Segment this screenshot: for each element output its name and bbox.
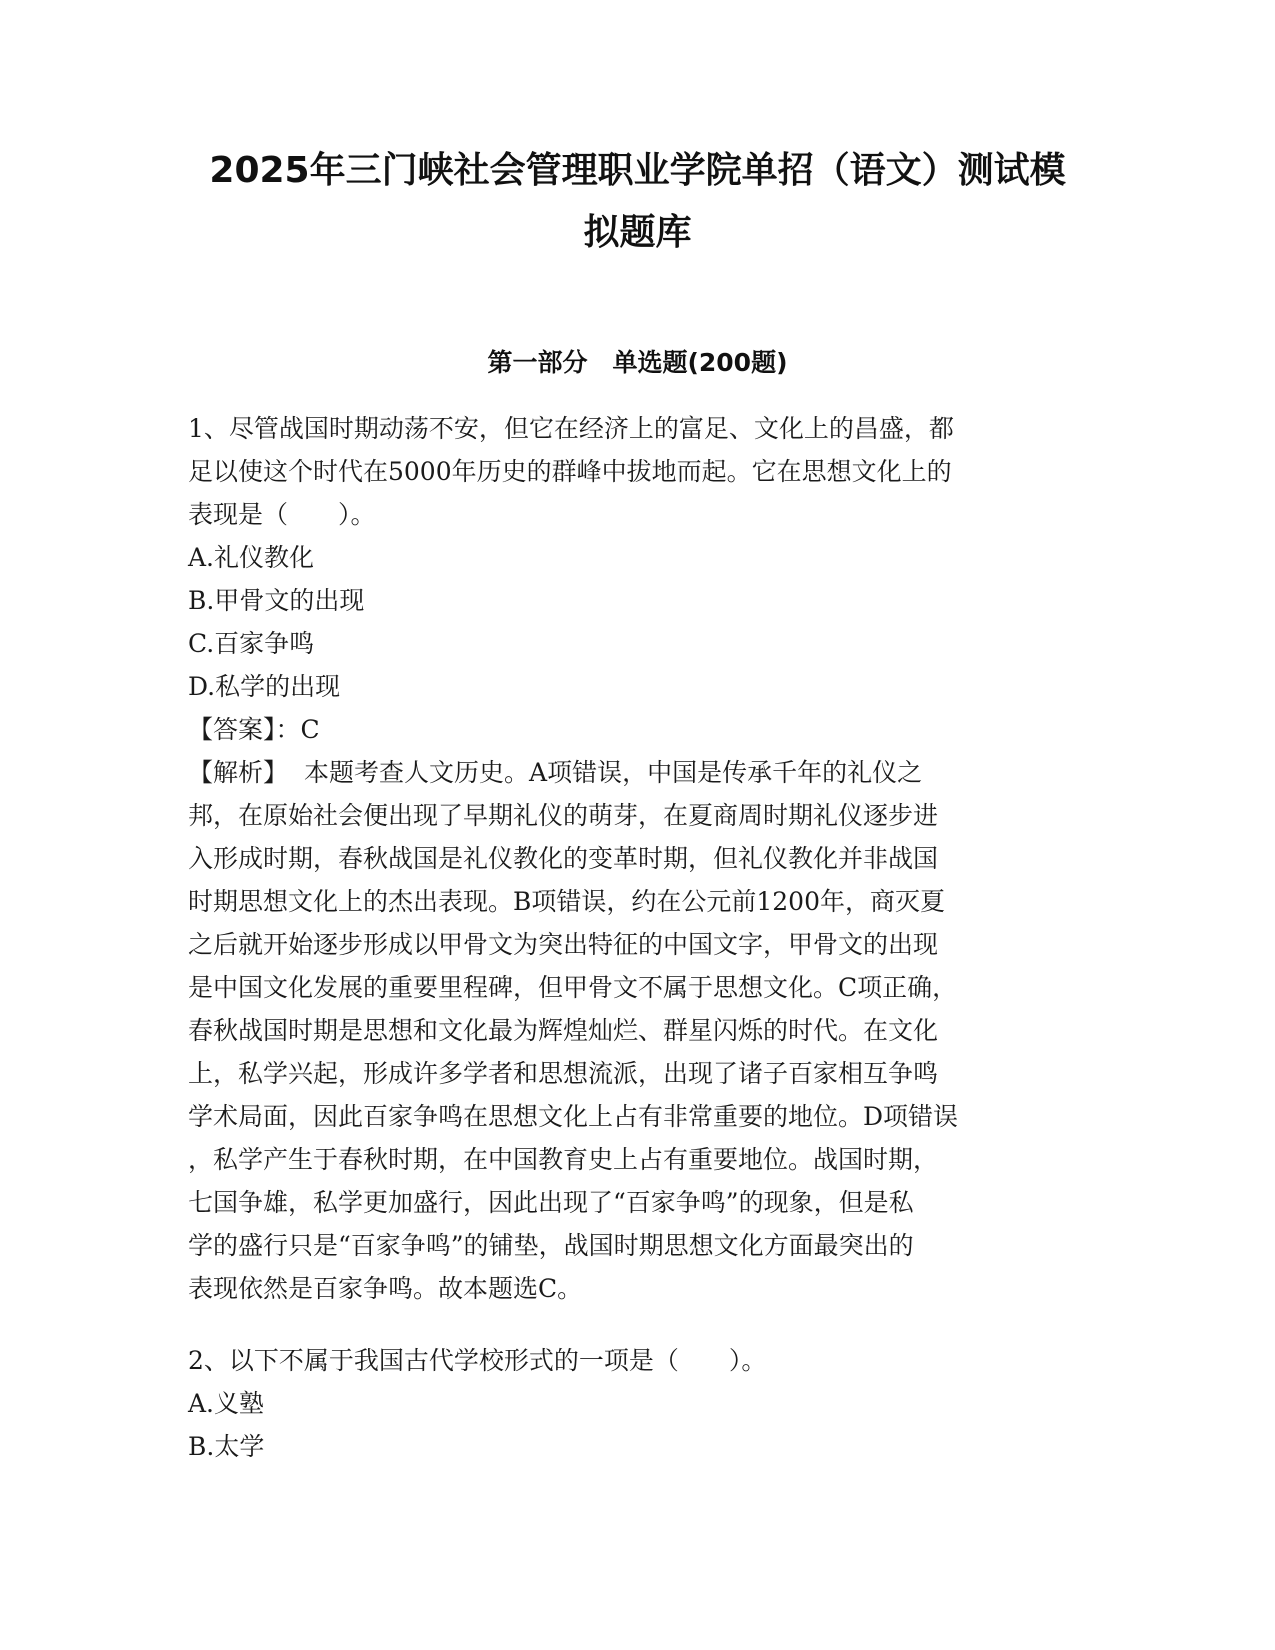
option-b: B.甲骨文的出现 <box>188 586 365 615</box>
analysis-line: 表现依然是百家争鸣。故本题选C。 <box>188 1274 583 1303</box>
question-1-stem <box>188 407 1078 536</box>
analysis-line: 时期思想文化上的杰出表现。B项错误，约在公元前1200年，商灭夏 <box>188 887 945 916</box>
question-stem-line: 2、以下不属于我国古代学校形式的一项是（ ）。 <box>188 1346 767 1375</box>
question-2-stem <box>188 1339 1078 1382</box>
option-a: A.礼仪教化 <box>188 543 315 572</box>
analysis-line: 七国争雄，私学更加盛行，因此出现了“百家争鸣”的现象，但是私 <box>188 1188 914 1217</box>
analysis-line: 春秋战国时期是思想和文化最为辉煌灿烂、群星闪烁的时代。在文化 <box>188 1016 939 1045</box>
option-a: A.义塾 <box>188 1389 265 1418</box>
answer-label: 【答案】： <box>188 715 301 744</box>
document-title-line-2: 拟题库 <box>583 212 692 253</box>
analysis-line: 上，私学兴起，形成许多学者和思想流派，出现了诸子百家相互争鸣 <box>188 1059 939 1088</box>
analysis-label: 【解析】 <box>188 758 289 787</box>
analysis-line: 学的盛行只是“百家争鸣”的铺垫，战国时期思想文化方面最突出的 <box>188 1231 914 1260</box>
analysis-line: 学术局面，因此百家争鸣在思想文化上占有非常重要的地位。D项错误 <box>188 1102 959 1131</box>
question-stem-line: 足以使这个时代在5000年历史的群峰中拔地而起。它在思想文化上的 <box>188 457 952 486</box>
analysis-line: 入形成时期，春秋战国是礼仪教化的变革时期，但礼仪教化并非战国 <box>188 844 939 873</box>
option-d: D.私学的出现 <box>188 672 341 701</box>
option-b: B.太学 <box>188 1432 265 1461</box>
option-c: C.百家争鸣 <box>188 629 315 658</box>
analysis-line: 邦，在原始社会便出现了早期礼仪的萌芽，在夏商周时期礼仪逐步进 <box>188 801 939 830</box>
answer-value: C <box>300 715 320 744</box>
analysis-line: 是中国文化发展的重要里程碑，但甲骨文不属于思想文化。C项正确， <box>188 973 958 1002</box>
analysis-line: ，私学产生于春秋时期，在中国教育史上占有重要地位。战国时期， <box>188 1145 939 1174</box>
answer-line <box>188 708 1078 751</box>
document-title <box>150 140 1125 264</box>
question-2-options <box>188 1382 1078 1468</box>
analysis-line: 之后就开始逐步形成以甲骨文为突出特征的中国文字，甲骨文的出现 <box>188 930 939 959</box>
question-1-options <box>188 536 1078 751</box>
analysis-text: 本题考查人文历史。A项错误，中国是传承千年的礼仪之 <box>304 758 923 787</box>
section-title: 第一部分 单选题(200题) <box>487 348 788 377</box>
analysis-line <box>188 751 1078 794</box>
document-title-line-1: 2025年三门峡社会管理职业学院单招（语文）测试模 <box>209 150 1066 191</box>
question-1-analysis <box>188 751 1078 1310</box>
question-stem-line: 表现是（ ）。 <box>188 500 376 529</box>
question-stem-line: 1、尽管战国时期动荡不安，但它在经济上的富足、文化上的昌盛，都 <box>188 414 954 443</box>
